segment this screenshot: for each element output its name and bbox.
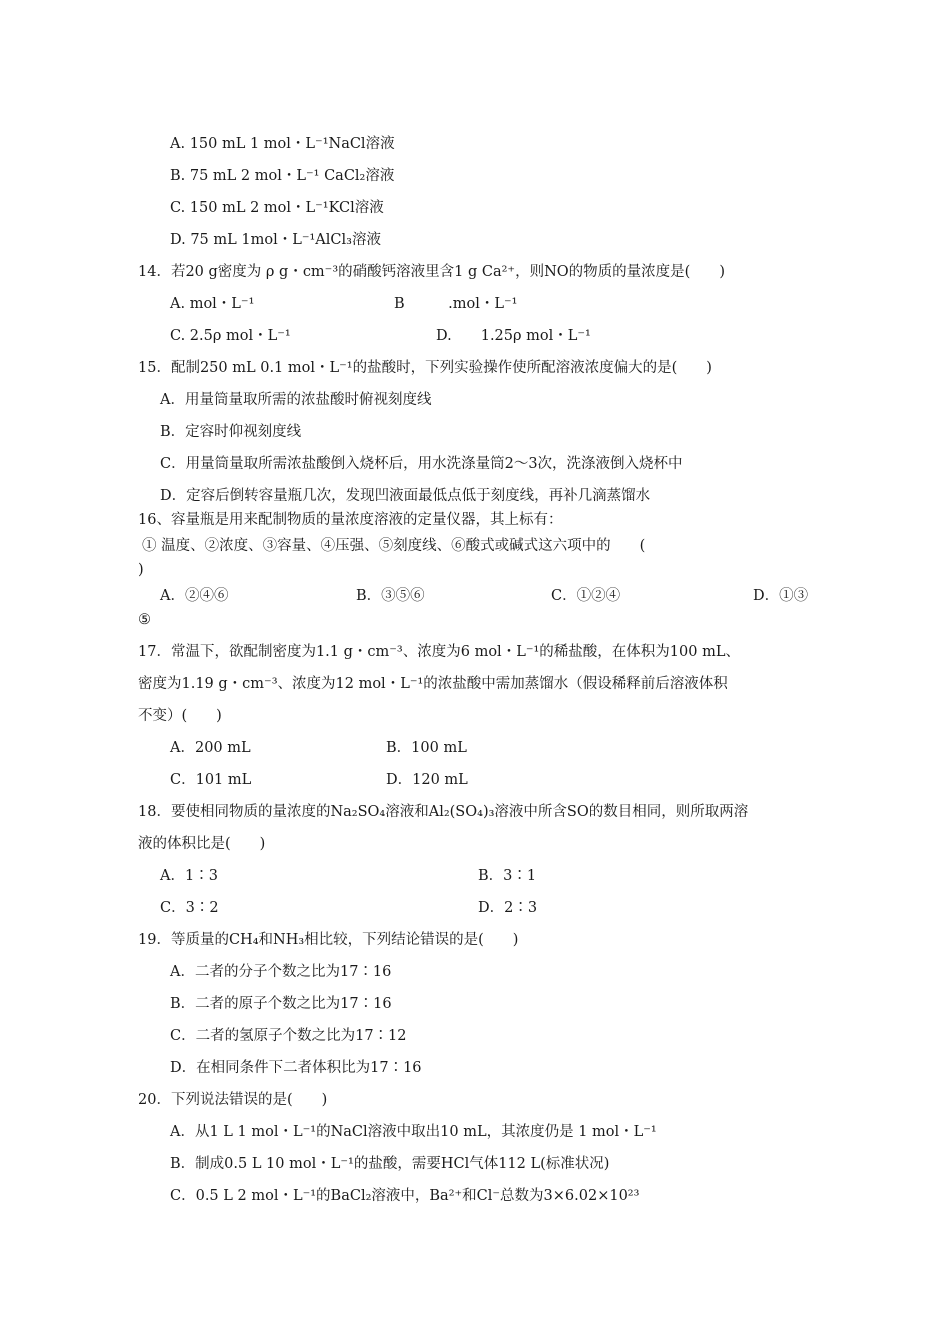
- q15-option-b: B．定容时仰视刻度线: [160, 424, 302, 440]
- q14-stem: 14．若20 g密度为 ρ g・cm⁻³的硝酸钙溶液里含1 g Ca²⁺，则NO的物质的量浓度是( ): [138, 264, 725, 280]
- q18-option-b: B．3∶1: [478, 868, 537, 884]
- q13-option-c: C. 150 mL 2 mol・L⁻¹KCl溶液: [170, 200, 384, 216]
- q13-option-a: A. 150 mL 1 mol・L⁻¹NaCl溶液: [170, 136, 395, 152]
- q17-stem-line1: 17．常温下，欲配制密度为1.1 g・cm⁻³、浓度为6 mol・L⁻¹的稀盐酸，在体积为100 mL、: [138, 644, 740, 660]
- q13-option-b: B. 75 mL 2 mol・L⁻¹ CaCl₂溶液: [170, 168, 395, 184]
- q18-option-a: A．1∶3: [160, 868, 218, 884]
- q18-stem-line2: 液的体积比是( ): [138, 836, 266, 852]
- q18-option-c: C．3∶2: [160, 900, 219, 916]
- q16-stem: 16、容量瓶是用来配制物质的量浓度溶液的定量仪器，其上标有：: [138, 512, 563, 528]
- q16-stem-line2: ① 温度、②浓度、③容量、④压强、⑤刻度线、⑥酸式或碱式这六项中的 (: [142, 538, 646, 554]
- q17-option-c: C．101 mL: [170, 772, 252, 788]
- q18-stem-line1: 18．要使相同物质的量浓度的Na₂SO₄溶液和Al₂(SO₄)₃溶液中所含SO的数目相同，则所取两溶: [138, 804, 749, 820]
- q15-stem: 15．配制250 mL 0.1 mol・L⁻¹的盐酸时，下列实验操作使所配溶液浓度偏大的是( ): [138, 360, 712, 376]
- q19-option-a: A．二者的分子个数之比为17∶16: [170, 964, 392, 980]
- q16-option-a: A．②④⑥: [160, 588, 229, 604]
- q14-option-b: B .mol・L⁻¹: [394, 296, 518, 312]
- q20-option-a: A．从1 L 1 mol・L⁻¹的NaCl溶液中取出10 mL，其浓度仍是 1 mol・L⁻¹: [170, 1124, 657, 1140]
- q16-option-d: D．①③: [753, 588, 809, 604]
- q17-option-d: D．120 mL: [386, 772, 468, 788]
- q15-option-a: A．用量筒量取所需的浓盐酸时俯视刻度线: [160, 392, 432, 408]
- q18-option-d: D．2∶3: [478, 900, 538, 916]
- q20-option-b: B．制成0.5 L 10 mol・L⁻¹的盐酸，需要HCl气体112 L(标准状况): [170, 1156, 610, 1172]
- q16-option-b: B．③⑤⑥: [356, 588, 425, 604]
- q19-option-b: B．二者的原子个数之比为17∶16: [170, 996, 392, 1012]
- q19-option-d: D．在相同条件下二者体积比为17∶16: [170, 1060, 422, 1076]
- q15-option-c: C．用量筒量取所需浓盐酸倒入烧杯后，用水洗涤量筒2～3次，洗涤液倒入烧杯中: [160, 456, 683, 472]
- q19-stem: 19．等质量的CH₄和NH₃相比较，下列结论错误的是( ): [138, 932, 519, 948]
- q15-option-d: D．定容后倒转容量瓶几次，发现凹液面最低点低于刻度线，再补几滴蒸馏水: [160, 488, 651, 504]
- q19-option-c: C．二者的氢原子个数之比为17∶12: [170, 1028, 407, 1044]
- q13-option-d: D. 75 mL 1mol・L⁻¹AlCl₃溶液: [170, 232, 381, 248]
- q17-stem-line2: 密度为1.19 g・cm⁻³、浓度为12 mol・L⁻¹的浓盐酸中需加蒸馏水（假设稀释前后溶液体积: [138, 676, 728, 692]
- q14-option-d: D. 1.25ρ mol・L⁻¹: [436, 328, 591, 344]
- q16-option-d-continued: ⑤: [138, 612, 151, 628]
- q20-option-c: C．0.5 L 2 mol・L⁻¹的BaCl₂溶液中，Ba²⁺和Cl⁻总数为3×6.02×10²³: [170, 1188, 640, 1204]
- q17-option-a: A．200 mL: [170, 740, 251, 756]
- q17-option-b: B．100 mL: [386, 740, 467, 756]
- q16-stem-line3: ): [138, 562, 144, 578]
- q16-option-c: C．①②④: [551, 588, 621, 604]
- q20-stem: 20．下列说法错误的是( ): [138, 1092, 328, 1108]
- q14-option-c: C. 2.5ρ mol・L⁻¹: [170, 328, 291, 344]
- q14-option-a: A. mol・L⁻¹: [170, 296, 255, 312]
- q17-stem-line3: 不变）( ): [138, 708, 222, 724]
